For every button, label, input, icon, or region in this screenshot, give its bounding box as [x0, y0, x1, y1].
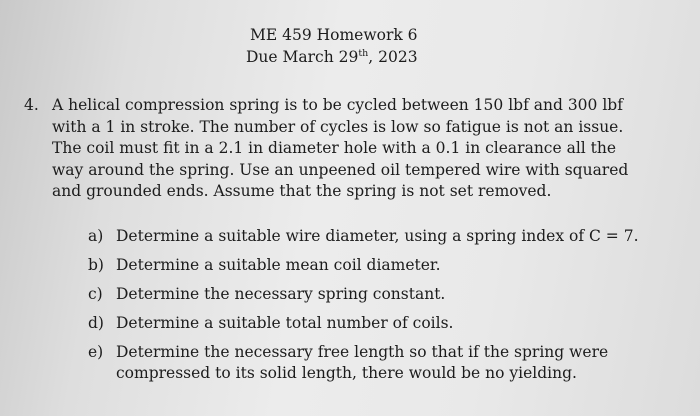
- due-date-text: Due March 29: [246, 48, 359, 66]
- problem-statement-line: The coil must fit in a 2.1 in diameter hole with a 0.1 in clearance all the: [52, 139, 617, 157]
- sub-question-text: [116, 284, 648, 305]
- problem-statement-line: way around the spring. Use an unpeened oil tempered wire with squared: [52, 160, 629, 179]
- due-date-ordinal: th: [358, 48, 369, 59]
- sub-question-line: Determine a suitable wire diameter, using a spring index of C = 7.: [116, 227, 639, 245]
- sub-question-label: c): [88, 285, 103, 303]
- sub-question-label: d): [88, 314, 104, 332]
- sub-question-text: [116, 342, 648, 384]
- course-title: ME 459 Homework 6: [250, 26, 418, 44]
- sub-question-c: [88, 284, 648, 305]
- problem-statement: [52, 95, 652, 203]
- sub-question-text: [116, 313, 648, 334]
- due-date-year: , 2023: [368, 48, 418, 66]
- sub-question-line: Determine a suitable mean coil diameter.: [116, 256, 441, 274]
- problem-number: 4.: [24, 96, 39, 114]
- sub-questions: [88, 226, 648, 392]
- sub-question-text: [116, 226, 648, 247]
- problem-statement-line: with a 1 in stroke. The number of cycles is low so fatigue is not an issue.: [52, 117, 624, 136]
- sub-question-line: Determine the necessary spring constant.: [116, 285, 446, 303]
- sub-question-label: b): [88, 256, 104, 274]
- sub-question-e: [88, 342, 648, 384]
- sub-question-a: [88, 226, 648, 247]
- sub-question-label: a): [88, 227, 104, 245]
- sub-question-label: e): [88, 343, 104, 361]
- sub-question-line: Determine the necessary free length so that if the spring were: [116, 343, 609, 361]
- sub-question-line: Determine a suitable total number of coils.: [116, 314, 454, 332]
- sub-question-d: [88, 313, 648, 334]
- sub-question-b: [88, 255, 648, 276]
- sub-question-line: compressed to its solid length, there would be no yielding.: [116, 364, 577, 382]
- sub-question-text: [116, 255, 648, 276]
- problem-statement-line: A helical compression spring is to be cycled between 150 lbf and 300 lbf: [52, 96, 623, 114]
- problem-4: [24, 95, 674, 203]
- header: [210, 24, 450, 68]
- due-date: [210, 46, 450, 68]
- problem-statement-line: and grounded ends. Assume that the spring is not set removed.: [52, 182, 552, 200]
